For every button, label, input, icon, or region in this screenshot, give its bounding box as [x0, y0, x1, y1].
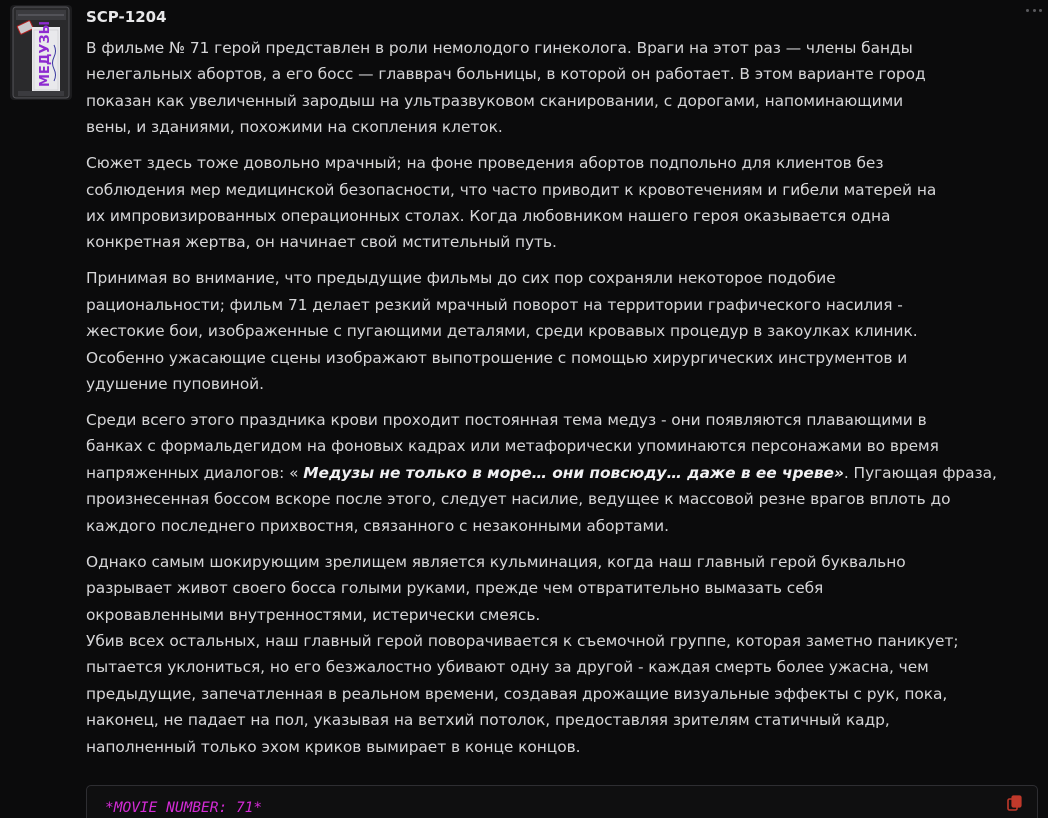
paragraph-line [86, 35, 1026, 61]
text-segment: разрывает живот своего босса голыми руками, прежде чем отвратительно вымазать себя [86, 579, 824, 598]
text-segment: предыдущие, запечатленная в реальном времени, создавая дрожащие визуальные эффекты с рук, пока, [86, 684, 948, 703]
paragraph-line [86, 88, 1026, 114]
paragraph-line [86, 734, 1026, 760]
message-paragraph [86, 549, 1026, 760]
text-segment: окровавленными внутренностями, истерически смеясь. [86, 605, 541, 624]
text-segment: Убив всех остальных, наш главный герой поворачивается к съемочной группе, которая заметно паникует; [86, 631, 959, 650]
text-segment: нелегальных абортов, а его босс — главврач больницы, в которой он работает. В этом варианте город [86, 65, 926, 84]
paragraph-line [86, 654, 1026, 680]
text-segment: наполненный только эхом криков вымирает в конце концов. [86, 737, 581, 756]
avatar-label: МЕДУЗЫ [38, 20, 53, 87]
paragraph-line [86, 292, 1026, 318]
quote-text: Медузы не только в море… они повсюду… даже в ее чреве» [303, 463, 844, 482]
paragraph-line [86, 265, 1026, 291]
code-block [86, 785, 1038, 818]
paragraph-line [86, 61, 1026, 87]
text-segment: В фильме № 71 герой представлен в роли немолодого гинеколога. Враги на этот раз — члены банды [86, 39, 913, 57]
paragraph-line [86, 229, 1026, 255]
text-segment: удушение пуповиной. [86, 375, 264, 394]
paragraph-line [86, 371, 1026, 397]
text-segment: их импровизированных операционных столах. Когда любовником нашего героя оказывается одна [86, 207, 891, 226]
text-segment: каждого последнего прихвостня, связанного с незаконными абортами. [86, 516, 669, 535]
copy-icon[interactable] [1005, 794, 1023, 812]
text-segment: Среди всего этого праздника крови проходит постоянная тема медуз - они появляются плавающими в [86, 411, 927, 430]
message-paragraph [86, 407, 1026, 539]
message [86, 6, 1026, 770]
text-segment: показан как увеличенный зародыш на ультразвуковом сканировании, с дорогами, напоминающими [86, 91, 904, 110]
text-segment: напряженных диалогов: « [86, 463, 304, 482]
text-segment: Особенно ужасающие сцены изображают выпотрошение с помощью хирургических инструментов и [86, 348, 908, 367]
paragraph-line [86, 318, 1026, 344]
text-segment: Принимая во внимание, что предыдущие фильмы до сих пор сохраняли некоторое подобие [86, 269, 836, 288]
paragraph-line [86, 203, 1026, 229]
paragraph-line [86, 707, 1026, 733]
paragraph-line [86, 628, 1026, 654]
message-body [86, 35, 1026, 760]
text-segment: жестокие бои, изображенные с пугающими деталями, среди кровавых процедур в закоулках клиник. [86, 322, 918, 341]
paragraph-line [86, 150, 1026, 176]
message-paragraph [86, 265, 1026, 397]
text-segment: . Пугающая фраза, [843, 463, 997, 482]
text-segment: наконец, не падает на пол, указывая на ветхий потолок, предоставляя зрителям статичный кадр, [86, 711, 890, 730]
message-paragraph [86, 35, 1026, 141]
text-segment: пытается уклониться, но его безжалостно убивают одну за другой - каждая смерть более ужасна, чем [86, 658, 929, 677]
paragraph-line [86, 602, 1026, 628]
paragraph-line [86, 114, 1026, 140]
paragraph-line [86, 460, 1026, 486]
paragraph-line [86, 177, 1026, 203]
text-segment: Сюжет здесь тоже довольно мрачный; на фоне проведения абортов подпольно для клиентов без [86, 154, 884, 173]
paragraph-line [86, 345, 1026, 371]
message-paragraph [86, 150, 1026, 256]
text-segment: рациональности; фильм 71 делает резкий мрачный поворот на территории графического насилия - [86, 295, 903, 314]
text-segment: вены, и зданиями, похожими на скопления клеток. [86, 118, 503, 137]
text-segment: конкретная жертва, он начинает свой мстительный путь. [86, 233, 557, 252]
paragraph-line [86, 407, 1026, 433]
paragraph-line [86, 486, 1026, 512]
paragraph-line [86, 549, 1026, 575]
paragraph-line [86, 513, 1026, 539]
avatar[interactable] [10, 5, 72, 100]
paragraph-line [86, 433, 1026, 459]
paragraph-line [86, 575, 1026, 601]
text-segment: Однако самым шокирующим зрелищем является кульминация, когда наш главный герой буквально [86, 552, 906, 571]
more-options-icon[interactable] [1026, 4, 1042, 16]
text-segment: банках с формальдегидом на фоновых кадрах или метафорически упоминаются персонажами во время [86, 437, 939, 456]
vhs-tape-icon [10, 5, 72, 100]
paragraph-line [86, 681, 1026, 707]
text-segment: произнесенная боссом вскоре после этого, следует насилие, ведущее к массовой резне врагов вплоть до [86, 490, 951, 509]
code-block-text: *MOVIE NUMBER: 71* [105, 800, 263, 816]
text-segment: соблюдения мер медицинской безопасности, что часто приводит к кровотечениям и гибели матерей на [86, 180, 937, 199]
message-author[interactable]: SCP-1204 [86, 8, 167, 26]
